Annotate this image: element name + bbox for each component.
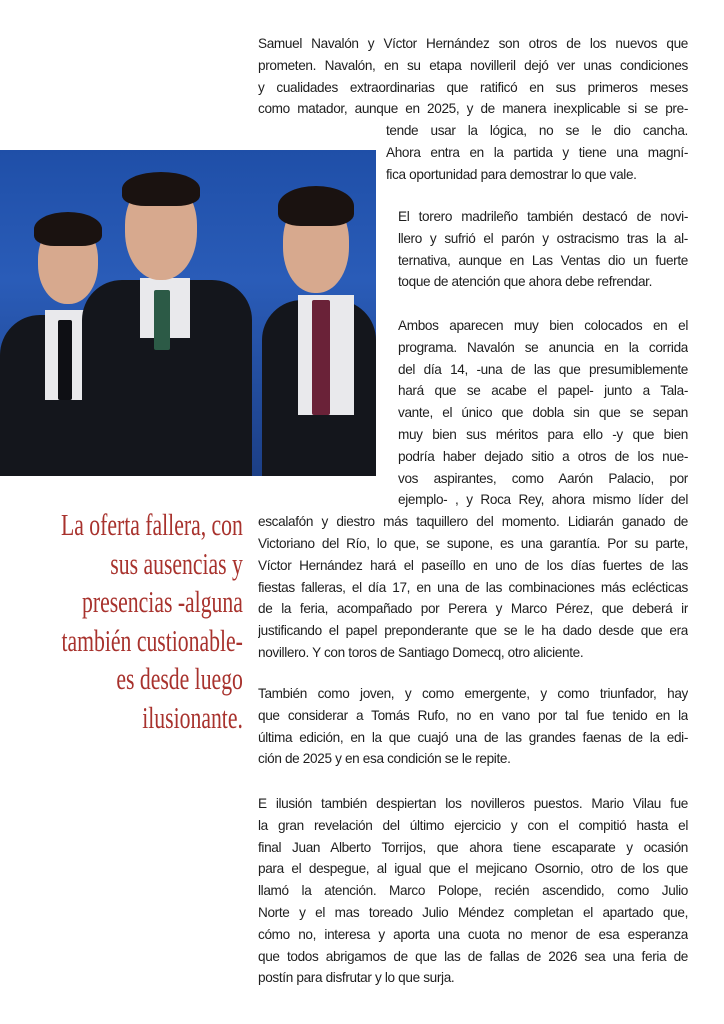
article-line: última edición, en la que cuajó una de las grandes faenas de la edi- bbox=[258, 729, 688, 745]
tie bbox=[312, 300, 330, 415]
article-line: que todos abrigamos de que las de fallas de 2026 sea una feria de bbox=[258, 948, 688, 964]
article-line: toque de atención que ahora debe refrendar. bbox=[398, 274, 653, 290]
pull-quote-line: ilusionante. bbox=[142, 699, 243, 735]
article-line: fica oportunidad para demostrar lo que vale. bbox=[386, 166, 637, 182]
article-line: ción de 2025 y en esa condición se le repite. bbox=[258, 751, 511, 767]
article-line: Victoriano del Río, lo que, se supone, es una garantía. Por su parte, bbox=[258, 536, 688, 551]
photo-three-bullfighters bbox=[0, 150, 376, 476]
article-line: que considerar a Tomás Rufo, no en vano por tal fue tenido en la bbox=[258, 707, 688, 723]
article-line: del día 14, -una de las que presumiblemente bbox=[398, 361, 688, 377]
pull-quote bbox=[0, 506, 243, 737]
article-line: Norte y el mas toreado Julio Méndez completan el apartado que, bbox=[258, 905, 688, 920]
pull-quote-line: es desde luego bbox=[116, 661, 243, 696]
article-line: fiestas falleras, el día 17, en una de las combinaciones más eclécticas bbox=[258, 579, 688, 595]
hair bbox=[122, 172, 200, 206]
article-line: de la feria, acompañado por Perera y Marco Pérez, que deberá ir bbox=[258, 601, 688, 617]
article-line: final Juan Alberto Torrijos, que ahora tiene escaparate y ocasión bbox=[258, 839, 688, 855]
pull-quote-line: también custionable- bbox=[61, 622, 243, 658]
article-line: Ambos aparecen muy bien colocados en el bbox=[398, 318, 688, 333]
article-line: justificando el papel preponderante que se le ha dado desde que era bbox=[258, 623, 688, 639]
article-line: ternativa, aunque en Las Ventas dio un fuerte bbox=[398, 252, 688, 268]
article-line: y cualidades extraordinarias que ratificó en sus primeros meses bbox=[258, 79, 688, 95]
pull-quote-line: La oferta fallera, con bbox=[61, 507, 243, 542]
article-line: llero y sufrió el parón y ostracismo tras la al- bbox=[398, 230, 688, 246]
article-line: tende usar la lógica, no se le dio cancha. bbox=[386, 123, 688, 139]
pull-quote-line: sus ausencias y bbox=[110, 545, 243, 581]
article-line: cómo no, interesa y aporta una cuota no menor de esa esperanza bbox=[258, 926, 688, 942]
article-line: Víctor Hernández hará el paseíllo en uno de los días fuertes de las bbox=[258, 557, 688, 573]
article-line: hará que se acabe el papel- junto a Tala- bbox=[398, 383, 688, 399]
article-line: como matador, aunque en 2025, y de manera inexplicable si se pre- bbox=[258, 101, 688, 117]
article-line: El torero madrileño también destacó de novi- bbox=[398, 209, 688, 224]
article-line: ejemplo- , y Roca Rey, ahora mismo líder del bbox=[398, 492, 688, 508]
article-line: vante, el único que dobla sin que se sepan bbox=[398, 405, 688, 421]
article-line: podría haber dejado sitio a otros de los nue- bbox=[398, 448, 688, 464]
article-line: E ilusión también despiertan los novilleros puestos. Mario Vilau fue bbox=[258, 796, 688, 811]
article-line: prometen. Navalón, en su etapa novilleril dejó ver unas condiciones bbox=[258, 57, 688, 73]
article-line: También como joven, y como emergente, y como triunfador, hay bbox=[258, 686, 688, 701]
article-line: programa. Navalón se anuncia en la corrida bbox=[398, 339, 688, 355]
article-line: vos aspirantes, como Aarón Palacio, por bbox=[398, 470, 688, 486]
article-line: postín para disfrutar y lo que surja. bbox=[258, 970, 455, 986]
article-line: llamó la atención. Marco Polope, recién ascendido, como Julio bbox=[258, 883, 688, 899]
article-line: muy bien sus méritos para ello -y que bien bbox=[398, 427, 688, 442]
article-line: Samuel Navalón y Víctor Hernández son otros de los nuevos que bbox=[258, 36, 688, 51]
tie bbox=[154, 290, 170, 350]
article-line: novillero. Y con toros de Santiago Domecq, otro aliciente. bbox=[258, 645, 584, 660]
hair bbox=[34, 212, 102, 246]
hair bbox=[278, 186, 354, 226]
article-line: Ahora entra en la partida y tiene una magní- bbox=[386, 145, 688, 160]
pull-quote-line: presencias -alguna bbox=[82, 584, 243, 619]
article-line: la gran revelación del último ejercicio y con el compitió hasta el bbox=[258, 817, 688, 833]
article-line: para el despegue, al igual que el mejicano Osornio, otro de los que bbox=[258, 861, 688, 877]
tie bbox=[58, 320, 72, 400]
article-line: escalafón y diestro más taquillero del momento. Lidiarán ganado de bbox=[258, 514, 688, 530]
